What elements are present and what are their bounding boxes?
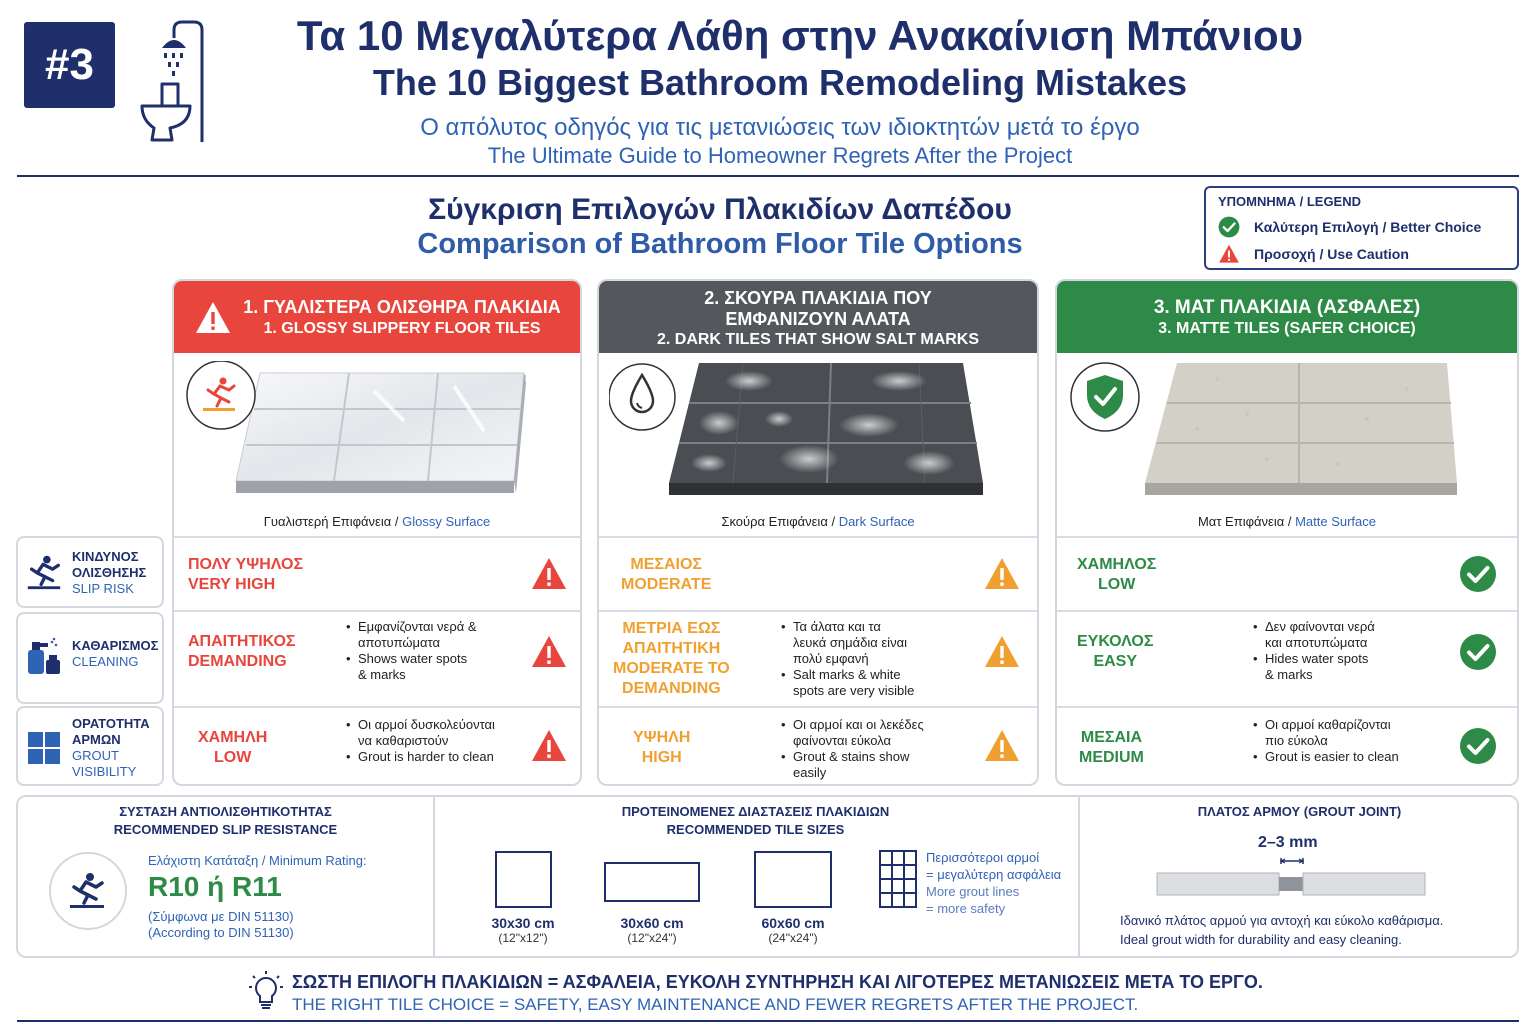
tile-grid-icon: [24, 728, 64, 768]
legend-better: [1218, 216, 1505, 238]
row-divider: [1057, 536, 1517, 538]
bullet-english-1: • Grout & stains show: [781, 749, 971, 765]
bullet-english-1: • Salt marks & white: [781, 667, 961, 683]
check-icon: [1459, 555, 1497, 593]
column-title-greek: 1. ΓΥΑΛΙΣΤΕΡΑ ΟΛΙΣΘΗΡΑ ΠΛΑΚΙΔΙΑ: [243, 297, 561, 317]
grout-bullets: [781, 717, 971, 781]
tile-size-inches: (12"x24"): [627, 931, 677, 945]
grout-note-english-1: More grout lines: [926, 884, 1020, 899]
bullet-greek-2: αποτυπώματα: [358, 635, 440, 650]
cleaning-rating-greek-1: ΜΕΤΡΙΑ ΕΩΣ: [622, 620, 721, 637]
row-label-en-2: VISIBILITY: [72, 764, 137, 779]
legend-better-label: Καλύτερη Επιλογή / Better Choice: [1254, 219, 1482, 235]
grout-rating-english: LOW: [214, 749, 252, 766]
glossy-tile-illustration: [184, 361, 544, 511]
legend-caution: [1218, 243, 1505, 265]
column-title-english: 1. GLOSSY SLIPPERY FLOOR TILES: [263, 320, 541, 337]
tile-size-cm: 30x30 cm: [491, 915, 555, 931]
tile-size-60x60: [743, 915, 843, 945]
bullet-greek-2: φαίνονται εύκολα: [793, 733, 892, 748]
spray-bottle-icon: [24, 636, 64, 676]
footer-message-greek: ΣΩΣΤΗ ΕΠΙΛΟΓΗ ΠΛΑΚΙΔΙΩΝ = ΑΣΦΑΛΕΙΑ, ΕΥΚΟΛΗ ΣΥΝΤΗΡΗΣΗ ΚΑΙ ΛΙΓΟΤΕΡΕΣ ΜΕΤΑΝΙΩΣΕΙΣ ΜΕΤΑ ΤΟ ΕΡΓΟ.: [292, 972, 1263, 992]
row-label-gr-1: ΚΑΘΑΡΙΣΜΟΣ: [72, 638, 159, 653]
grout-bullets: [1253, 717, 1443, 765]
matte-tile-illustration: [1067, 359, 1511, 511]
grout-ideal-english: Ideal grout width for durability and easy cleaning.: [1120, 932, 1402, 947]
lightbulb-icon: [248, 970, 284, 1012]
cleaning-rating-english: EASY: [1093, 653, 1138, 670]
bullet-english-2: & marks: [1265, 667, 1313, 682]
slip-resistance-title-english: RECOMMENDED SLIP RESISTANCE: [113, 822, 338, 837]
surface-caption-english: Matte Surface: [1295, 514, 1377, 529]
row-label-grout-visibility: [16, 706, 164, 786]
grout-width-value: 2–3 mm: [1258, 834, 1318, 851]
bullet-greek-1: • Οι αρμοί και οι λεκέδες: [781, 717, 971, 733]
minimum-rating-value: R10 ή R11: [148, 871, 282, 902]
grout-bullets: [346, 717, 536, 765]
tile-size-30x30: [473, 915, 573, 945]
warning-icon: [530, 555, 568, 593]
bullet-greek-1: • Τα άλατα και τα: [781, 619, 961, 635]
grout-rating-greek: ΥΨΗΛΗ: [633, 729, 691, 746]
warning-icon: [983, 555, 1021, 593]
din-note-greek: (Σύμφωνα με DIN 51130): [148, 909, 294, 924]
surface-caption-greek: Σκούρα Επιφάνεια: [721, 514, 828, 529]
slip-rating: [1077, 555, 1156, 595]
row-label-en: CLEANING: [72, 654, 139, 669]
surface-caption-greek: Ματ Επιφάνεια: [1197, 514, 1285, 529]
row-divider: [1057, 706, 1517, 708]
row-divider: [174, 706, 580, 708]
surface-caption-greek: Γυαλιστερή Επιφάνεια: [263, 514, 392, 529]
bullet-greek-2: να καθαριστούν: [358, 733, 449, 748]
slip-rating: [188, 555, 303, 595]
slip-rating-greek: ΧΑΜΗΛΟΣ: [1077, 556, 1157, 573]
row-divider: [599, 536, 1037, 538]
tile-60x60-shape: [754, 851, 832, 908]
legend: [1204, 186, 1519, 270]
row-divider: [174, 536, 580, 538]
surface-caption: Γυαλιστερή Επιφάνεια / Glossy Surface: [263, 514, 491, 529]
warning-icon: [194, 299, 232, 337]
warning-icon: [983, 633, 1021, 671]
slip-resistance-icon: [48, 851, 128, 931]
row-divider: [599, 610, 1037, 612]
mistake-number-badge: #3: [24, 22, 115, 108]
legend-caution-label: Προσοχή / Use Caution: [1254, 246, 1409, 262]
grout-joint-title: ΠΛΑΤΟΣ ΑΡΜΟΥ (GROUT JOINT): [1197, 804, 1402, 819]
cleaning-bullets: [346, 619, 526, 683]
row-label-gr-1: ΚΙΝΔΥΝΟΣ: [72, 549, 139, 564]
surface-caption-english: Dark Surface: [838, 514, 915, 529]
cleaning-bullets: [781, 619, 961, 699]
bullet-greek-2: λευκά σημάδια είναι: [793, 635, 907, 650]
column-title-greek-2: ΕΜΦΑΝΙΖΟΥΝ ΑΛΑΤΑ: [725, 309, 911, 329]
grout-grid-icon: [878, 849, 918, 909]
cleaning-rating-greek: ΑΠΑΙΤΗΤΙΚΟΣ: [188, 633, 296, 650]
slip-rating-greek: ΜΕΣΑΙΟΣ: [630, 556, 703, 573]
slip-rating: [621, 555, 711, 595]
grout-note-english-2: = more safety: [926, 901, 1006, 916]
din-note-english: (According to DIN 51130): [148, 925, 294, 940]
grout-rating-english: MEDIUM: [1079, 749, 1144, 766]
column-glossy-tiles: [172, 279, 582, 786]
grout-rating-english: HIGH: [641, 749, 682, 766]
cleaning-rating: [613, 619, 730, 699]
grout-rating-greek: ΜΕΣΑΙΑ: [1080, 729, 1143, 746]
column-header: [1057, 281, 1517, 353]
row-label-en: SLIP RISK: [72, 581, 134, 596]
cleaning-rating-greek: ΕΥΚΟΛΟΣ: [1077, 633, 1154, 650]
comparison-title-greek: Σύγκριση Επιλογών Πλακιδίων Δαπέδου: [428, 193, 1012, 226]
tile-30x30-shape: [495, 851, 552, 908]
column-header: [174, 281, 580, 353]
footer-message-english: THE RIGHT TILE CHOICE = SAFETY, EASY MAINTENANCE AND FEWER REGRETS AFTER THE PROJECT.: [292, 995, 1139, 1014]
grout-note-greek-2: = μεγαλύτερη ασφάλεια: [926, 867, 1062, 882]
column-dark-tiles: [597, 279, 1039, 786]
bullet-greek-3: πολύ εμφανή: [793, 651, 869, 666]
grout-lines-note: [926, 849, 1061, 917]
cleaning-rating: [1077, 632, 1153, 672]
slip-rating-greek: ΠΟΛΥ ΥΨΗΛΟΣ: [188, 556, 304, 573]
bullet-greek-1: • Οι αρμοί καθαρίζονται: [1253, 717, 1443, 733]
slip-resistance-title-greek: ΣΥΣΤΑΣΗ ΑΝΤΙΟΛΙΣΘΗΤΙΚΟΤΗΤΑΣ: [119, 804, 332, 819]
tile-sizes-title-greek: ΠΡΟΤΕΙΝΟΜΕΝΕΣ ΔΙΑΣΤΑΣΕΙΣ ΠΛΑΚΙΔΙΩΝ: [621, 804, 890, 819]
row-divider: [1057, 610, 1517, 612]
bullet-greek-2: πιο εύκολα: [1265, 733, 1328, 748]
slip-rating-english: LOW: [1098, 576, 1136, 593]
surface-caption-english: Glossy Surface: [402, 514, 491, 529]
bullet-greek-1: • Οι αρμοί δυσκολεύονται: [346, 717, 536, 733]
check-icon: [1218, 216, 1240, 238]
bullet-greek-2: και αποτυπώματα: [1265, 635, 1368, 650]
row-label-gr-1: ΟΡΑΤΟΤΗΤΑ: [72, 716, 150, 731]
column-title-greek: 3. ΜΑΤ ΠΛΑΚΙΔΙΑ (ΑΣΦΑΛΕΣ): [1153, 297, 1421, 318]
tile-size-inches: (24"x24"): [768, 931, 818, 945]
bullet-english-1: • Grout is easier to clean: [1253, 749, 1443, 765]
warning-icon: [530, 727, 568, 765]
cleaning-rating-english-2: DEMANDING: [622, 680, 721, 697]
row-label-cleaning: [16, 612, 164, 704]
tile-sizes-title: [435, 803, 1076, 839]
slip-rating-english: MODERATE: [621, 576, 712, 593]
cleaning-rating-english: DEMANDING: [188, 653, 287, 670]
grout-joint-diagram: [1153, 855, 1428, 899]
header-divider: [17, 175, 1519, 177]
tile-size-30x60: [602, 915, 702, 945]
column-title-english: 3. MATTE TILES (SAFER CHOICE): [1158, 320, 1416, 337]
dark-tile-illustration: [609, 359, 1029, 511]
surface-caption: Ματ Επιφάνεια / Matte Surface: [1197, 514, 1377, 529]
tile-size-cm: 60x60 cm: [761, 915, 825, 931]
row-label-gr-2: ΑΡΜΩΝ: [72, 732, 121, 747]
tile-sizes-title-english: RECOMMENDED TILE SIZES: [666, 822, 845, 837]
tile-size-cm: 30x60 cm: [620, 915, 684, 931]
tile-30x60-shape: [604, 862, 700, 902]
warning-icon: [1218, 243, 1240, 265]
main-title-greek: Τα 10 Μεγαλύτερα Λάθη στην Ανακαίνιση Μπάνιου: [296, 12, 1304, 59]
bullet-english-1: • Grout is harder to clean: [346, 749, 536, 765]
footer-divider: [17, 1020, 1519, 1022]
bullet-english-1: • Hides water spots: [1253, 651, 1433, 667]
shower-toilet-icon: [132, 20, 222, 145]
check-icon: [1459, 633, 1497, 671]
row-label-en-1: GROUT: [72, 748, 119, 763]
surface-caption: Σκούρα Επιφάνεια / Dark Surface: [721, 514, 915, 529]
cleaning-rating-english-1: MODERATE TO: [613, 660, 730, 677]
row-divider: [599, 706, 1037, 708]
bullet-greek-1: • Δεν φαίνονται νερά: [1253, 619, 1433, 635]
slip-icon: [24, 552, 64, 592]
bullet-english-2: easily: [793, 765, 827, 780]
tile-size-inches: (12"x12"): [498, 931, 548, 945]
warning-icon: [983, 727, 1021, 765]
subtitle-english: The Ultimate Guide to Homeowner Regrets After the Project: [487, 143, 1073, 168]
bullet-english-2: spots are very visible: [793, 683, 915, 698]
grout-rating: [1079, 728, 1144, 768]
subtitle-greek: Ο απόλυτος οδηγός για τις μετανιώσεις των ιδιοκτητών μετά το έργο: [420, 114, 1140, 141]
recommendations-panel: [16, 795, 1519, 958]
grout-ideal-greek: Ιδανικό πλάτος αρμού για αντοχή και εύκολο καθάρισμα.: [1120, 913, 1444, 928]
slip-rating-english: VERY HIGH: [188, 576, 276, 593]
cleaning-rating: [188, 632, 296, 672]
check-icon: [1459, 727, 1497, 765]
main-title-english: The 10 Biggest Bathroom Remodeling Mistakes: [372, 62, 1188, 103]
grout-note-greek-1: Περισσότεροι αρμοί: [926, 850, 1040, 865]
comparison-title-english: Comparison of Bathroom Floor Tile Options: [417, 228, 1023, 260]
grout-rating-greek: ΧΑΜΗΛΗ: [198, 729, 268, 746]
minimum-rating-label: Ελάχιστη Κατάταξη / Minimum Rating:: [148, 853, 367, 868]
column-title-english: 2. DARK TILES THAT SHOW SALT MARKS: [656, 331, 980, 348]
grout-rating: [198, 728, 267, 768]
row-label-slip-risk: [16, 536, 164, 608]
warning-icon: [530, 633, 568, 671]
row-divider: [174, 610, 580, 612]
cleaning-rating-greek-2: ΑΠΑΙΤΗΤΙΚΗ: [622, 640, 721, 657]
legend-title: ΥΠΟΜΝΗΜΑ / LEGEND: [1218, 194, 1361, 209]
slip-resistance-title: [18, 803, 433, 839]
column-header: [599, 281, 1037, 353]
cleaning-bullets: [1253, 619, 1433, 683]
column-matte-tiles: [1055, 279, 1519, 786]
column-title-greek-1: 2. ΣΚΟΥΡΑ ΠΛΑΚΙΔΙΑ ΠΟΥ: [704, 288, 932, 308]
bullet-english-1: • Shows water spots: [346, 651, 526, 667]
bullet-greek-1: • Εμφανίζονται νερά &: [346, 619, 526, 635]
grout-rating: [633, 728, 690, 768]
row-label-gr-2: ΟΛΙΣΘΗΣΗΣ: [72, 565, 147, 580]
bullet-english-2: & marks: [358, 667, 406, 682]
